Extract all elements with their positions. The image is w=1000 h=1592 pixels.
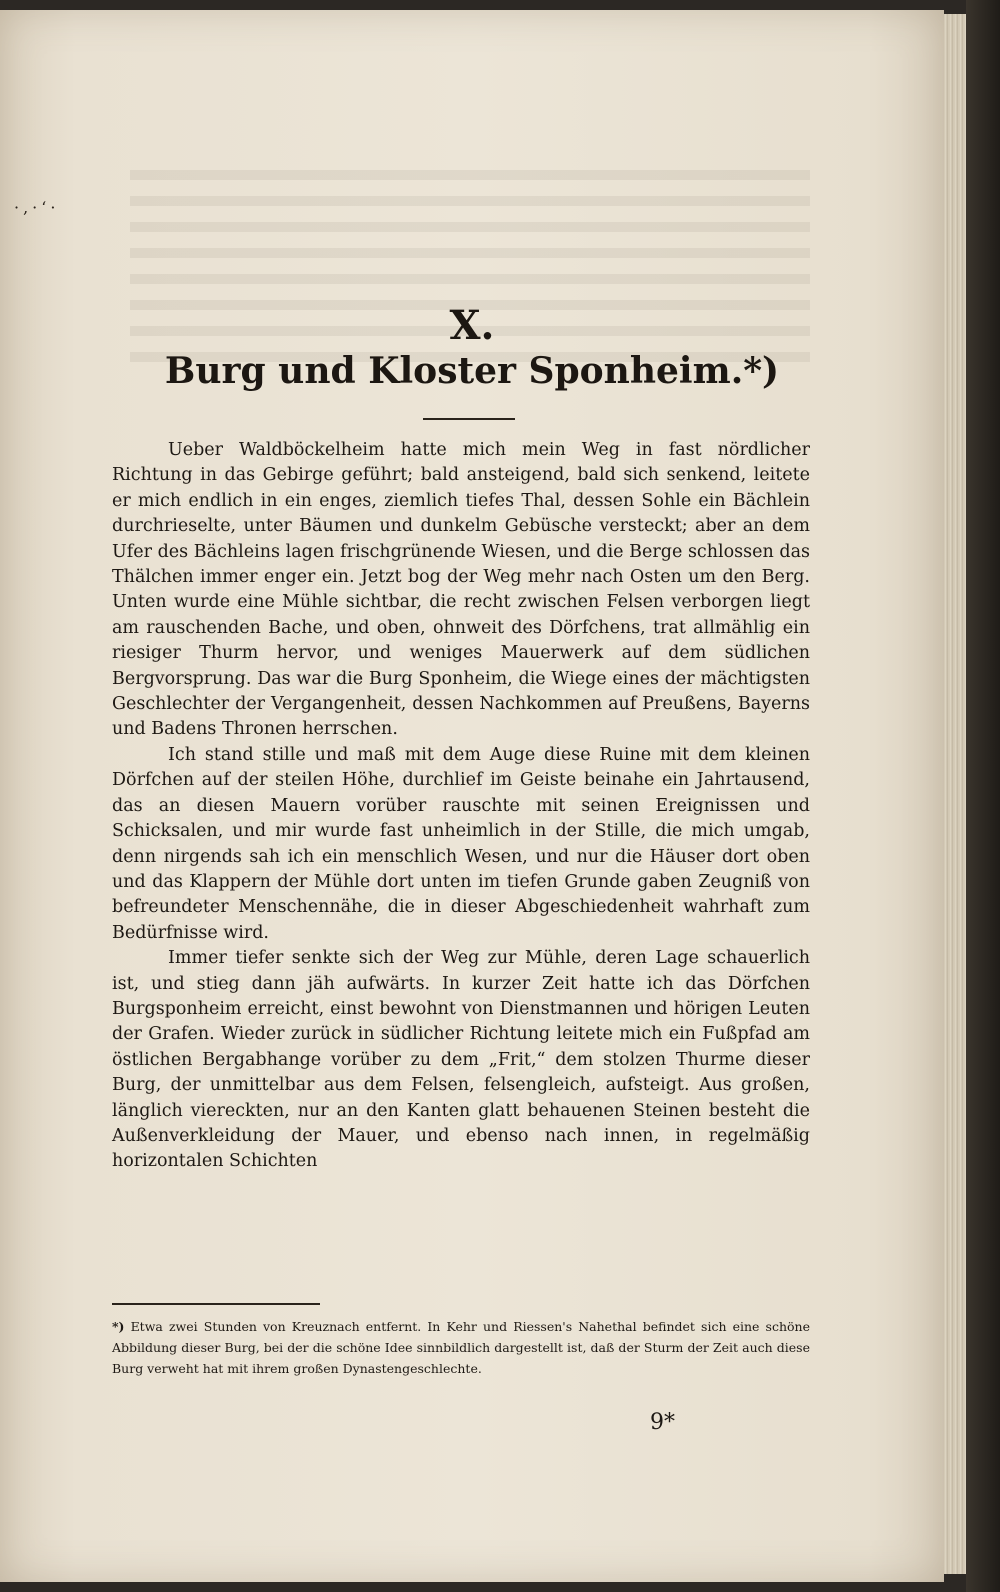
footnote (112, 1316, 810, 1379)
paragraph: Immer tiefer senkte sich der Weg zur Mühle, deren Lage schauerlich ist, und stieg dann jäh aufwärts. In kurzer Zeit hatte ich das Dörfchen Burgsponheim erreicht, einst bewohnt von Dienstmannen und hörigen Leuten der Grafen. Wieder zurück in südlicher Richtung leitete mich ein Fußpfad am östlichen Bergabhange vorüber zu dem „Frit,“ dem stolzen Thurme dieser Burg, der unmittelbar aus dem Felsen, felsengleich, aufsteigt. Aus großen, länglich viereckten, nur an den Kanten glatt behauenen Steinen besteht die Außenverkleidung der Mauer, und ebenso nach innen, in regelmäßig horizontalen Schichten (112, 948, 810, 1172)
title-rule (423, 418, 515, 420)
body-text (112, 438, 810, 1175)
book-spine (966, 0, 1000, 1592)
chapter-number: X. (449, 302, 495, 349)
footnote-rule (112, 1303, 320, 1305)
paragraph: Ich stand stille und maß mit dem Auge diese Ruine mit dem kleinen Dörfchen auf der steilen Höhe, durchlief im Geiste beinahe ein Jahrtausend, das an diesen Mauern vorüber rauschte mit seinen Ereignissen und Schicksalen, und mir wurde fast unheimlich in der Stille, die mich umgab, denn nirgends sah ich ein menschlich Wesen, und nur die Häuser dort oben und das Klappern der Mühle dort unten im tiefen Grunde gaben Zeugniß von befreundeter Menschennähe, die in dieser Abgeschiedenheit wahrhaft zum Bedürfnisse wird. (112, 744, 810, 943)
paragraph: Ueber Waldböckelheim hatte mich mein Weg in fast nördlicher Richtung in das Gebirge geführt; bald ansteigend, bald sich senkend, leitete er mich endlich in ein enges, ziemlich tiefes Thal, dessen Sohle ein Bächlein durchrieselte, unter Bäumen und dunkelm Gebüsche versteckt; aber an dem Ufer des Bächleins lagen frischgrünende Wiesen, und die Berge schlossen das Thälchen immer enger ein. Jetzt bog der Weg mehr nach Osten um den Berg. Unten wurde eine Mühle sichtbar, die recht zwischen Felsen verborgen liegt am rauschenden Bache, und oben, ohnweit des Dörfchens, trat allmählig ein riesiger Thurm hervor, und weniges Mauerwerk auf dem südlichen Bergvorsprung. Das war die Burg Sponheim, die Wiege eines der mächtigsten Geschlechter der Vergangenheit, dessen Nachkommen auf Preußens, Bayerns und Badens Thronen herrschen. (112, 440, 810, 740)
margin-specks: ·,·‘· (14, 198, 60, 217)
chapter-title: Burg und Kloster Sponheim.*) (164, 350, 780, 392)
page-edges (944, 14, 966, 1574)
footnote-text: Etwa zwei Stunden von Kreuznach entfernt. In Kehr und Riessen's Nahethal befindet sich eine schöne Abbildung dieser Burg, bei der die schöne Idee sinnbildlich dargestellt ist, daß der Sturm der Zeit auch diese Burg verweht hat mit ihrem großen Dynastengeschlechte. (112, 1319, 810, 1376)
footnote-marker: *) (112, 1319, 125, 1334)
signature-mark: 9* (650, 1410, 675, 1435)
